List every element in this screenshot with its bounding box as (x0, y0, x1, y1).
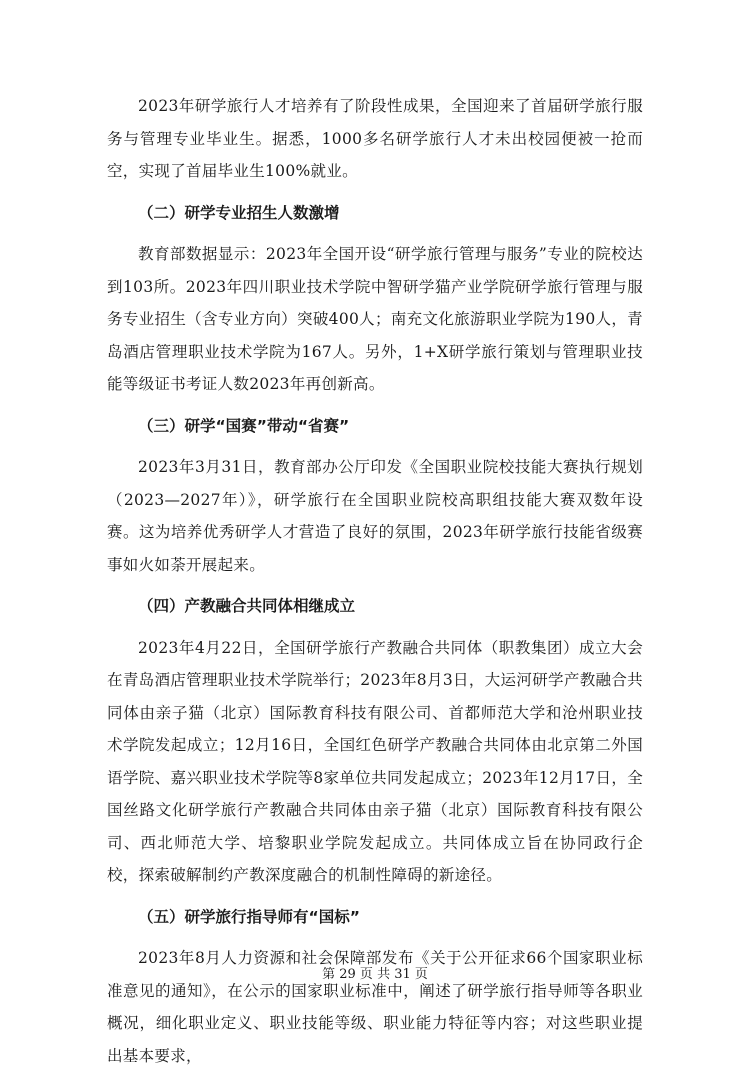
section-heading-enrollment: （二）研学专业招生人数激增 (138, 203, 340, 222)
document-body (107, 90, 643, 1072)
paragraph-competition: 2023年3月31日，教育部办公厅印发《全国职业院校技能大赛执行规划（2023—2027年）》，研学旅行在全国职业院校高职组技能大赛双数年设赛。这为培养优秀研学人才营造了良好的氛围，2023年研学旅行技能省级赛事如火如荼开展起来。 (107, 458, 643, 574)
section-heading-standard: （五）研学旅行指导师有“国标” (138, 907, 360, 926)
section-heading-competition: （三）研学“国赛”带动“省赛” (138, 416, 350, 435)
paragraph-standard: 2023年8月人力资源和社会保障部发布《关于公开征求66个国家职业标准意见的通知》，在公示的国家职业标准中，阐述了研学旅行指导师等各职业概况，细化职业定义、职业技能等级、职业能力特征等内容；对这些职业提出基本要求， (107, 949, 643, 1065)
paragraph-community: 2023年4月22日，全国研学旅行产教融合共同体（职教集团）成立大会在青岛酒店管理职业技术学院举行；2023年8月3日，大运河研学产教融合共同体由亲子猫（北京）国际教育科技有限公司、首都师范大学和沧州职业技术学院发起成立；12月16日，全国红色研学产教融合共同体由北京第二外国语学院、嘉兴职业技术学院等8家单位共同发起成立；2023年12月17日，全国丝路文化研学旅行产教融合共同体由亲子猫（北京）国际教育科技有限公司、西北师范大学、培黎职业学院发起成立。共同体成立旨在协同政行企校，探索破解制约产教深度融合的机制性障碍的新途径。 (107, 638, 643, 884)
page-number-footer: 第 29 页 共 31 页 (322, 967, 428, 982)
section-heading-community: （四）产教融合共同体相继成立 (138, 597, 356, 615)
paragraph-enrollment: 教育部数据显示：2023年全国开设“研学旅行管理与服务”专业的院校达到103所。2023年四川职业技术学院中智研学猫产业学院研学旅行管理与服务专业招生（含专业方向）突破400人；南充文化旅游职业学院为190人，青岛酒店管理职业技术学院为167人。另外，1+X研学旅行策划与管理职业技能等级证书考证人数2023年再创新高。 (107, 245, 643, 393)
paragraph-graduates: 2023年研学旅行人才培养有了阶段性成果，全国迎来了首届研学旅行服务与管理专业毕业生。据悉，1000多名研学旅行人才未出校园便被一抢而空，实现了首届毕业生100%就业。 (107, 97, 643, 180)
